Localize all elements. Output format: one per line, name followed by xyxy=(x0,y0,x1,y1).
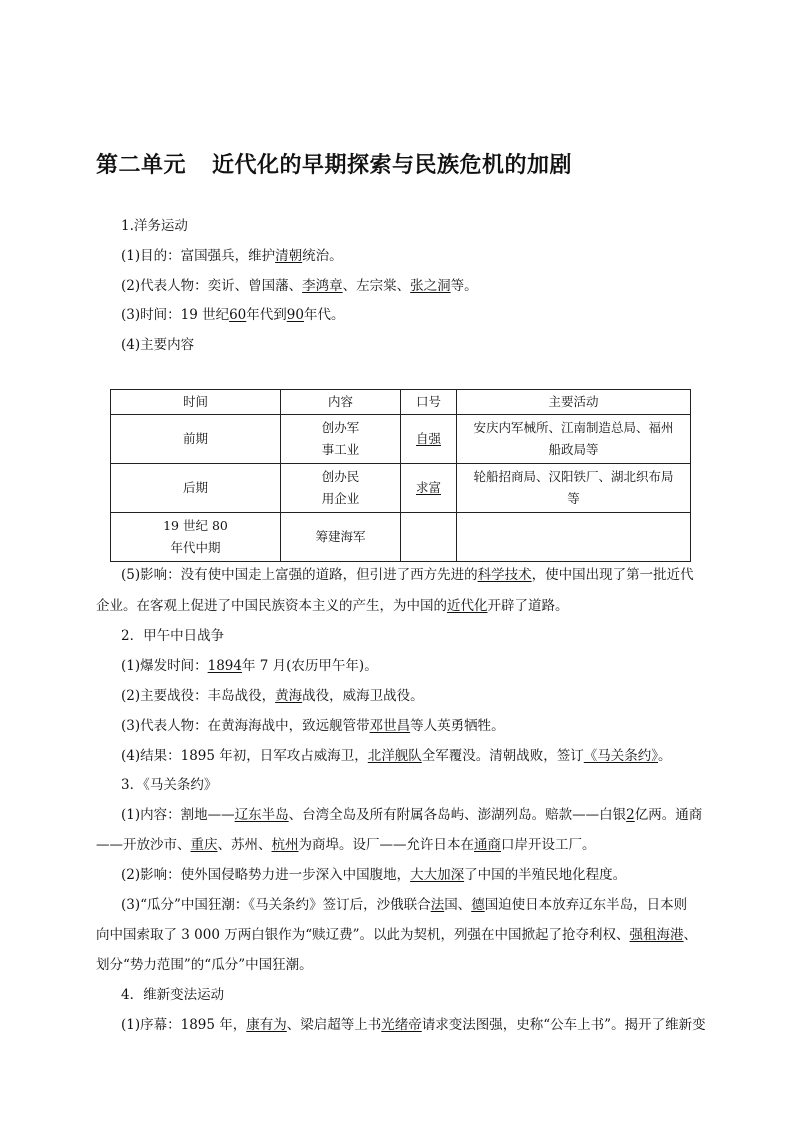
table-cell: 前期 xyxy=(111,415,281,464)
section-heading: 4．维新变法运动 xyxy=(121,987,225,1003)
table-header: 时间 xyxy=(111,390,281,415)
paragraph: 划分“势力范围”的“瓜分”中国狂潮。 xyxy=(96,957,313,973)
paragraph: (1)爆发时间：1894年 7 月(农历甲午年)。 xyxy=(121,658,378,674)
table-header: 内容 xyxy=(281,390,401,415)
table-cell: 创办军 事工业 xyxy=(281,415,401,464)
table-header-row xyxy=(111,390,691,415)
paragraph: (3)“瓜分”中国狂潮：《马关条约》签订后，沙俄联合法国、德国迫使日本放弃辽东半岛，日本则 xyxy=(121,897,688,913)
table-cell xyxy=(457,513,691,562)
table-cell: 创办民 用企业 xyxy=(281,464,401,513)
paragraph: (1)内容：割地——辽东半岛、台湾全岛及所有附属各岛屿、澎湖列岛。赔款——白银2亿两。通商 xyxy=(121,807,703,823)
table-cell: 自强 xyxy=(401,415,457,464)
table-row xyxy=(111,464,691,513)
page-title: 第二单元 近代化的早期探索与民族危机的加剧 xyxy=(96,153,573,178)
paragraph: (1)序幕：1895 年，康有为、梁启超等上书光绪帝请求变法图强，史称“公车上书”。揭开了维新变 xyxy=(121,1017,706,1033)
table-header: 口号 xyxy=(401,390,457,415)
paragraph: (2)代表人物：奕䜣、曾国藩、李鸿章、左宗棠、张之洞等。 xyxy=(121,278,478,294)
paragraph: (5)影响：没有使中国走上富强的道路，但引进了西方先进的科学技术，使中国出现了第一批近代 xyxy=(121,567,694,583)
table-header: 主要活动 xyxy=(457,390,691,415)
paragraph: (4)主要内容 xyxy=(121,337,195,353)
table-cell: 后期 xyxy=(111,464,281,513)
paragraph: (3)时间：19 世纪60年代到90年代。 xyxy=(121,307,345,323)
paragraph: ——开放沙市、重庆、苏州、杭州为商埠。设厂——允许日本在通商口岸开设工厂。 xyxy=(96,837,596,853)
paragraph: 企业。在客观上促进了中国民族资本主义的产生，为中国的近代化开辟了道路。 xyxy=(96,598,569,614)
table-cell: 19 世纪 80 年代中期 xyxy=(111,513,281,562)
section-heading: 2．甲午中日战争 xyxy=(121,628,225,644)
paragraph: (2)影响：使外国侵略势力进一步深入中国腹地，大大加深了中国的半殖民地化程度。 xyxy=(121,867,627,883)
paragraph: (2)主要战役：丰岛战役，黄海战役，威海卫战役。 xyxy=(121,688,424,704)
section-heading: 1.洋务运动 xyxy=(121,218,188,234)
table-cell: 安庆内军械所、江南制造总局、福州 船政局等 xyxy=(457,415,691,464)
paragraph: (3)代表人物：在黄海海战中，致远舰管带邓世昌等人英勇牺牲。 xyxy=(121,718,505,734)
content-table xyxy=(110,389,691,562)
table-row xyxy=(111,415,691,464)
paragraph: 向中国索取了 3 000 万两白银作为“赎辽费”。以此为契机，列强在中国掀起了抢夺利权、强租海港、 xyxy=(96,927,698,943)
table-cell: 求富 xyxy=(401,464,457,513)
table-row xyxy=(111,513,691,562)
section-heading: 3．《马关条约》 xyxy=(121,777,218,793)
table-cell: 轮船招商局、汉阳铁厂、湖北织布局 等 xyxy=(457,464,691,513)
paragraph: (4)结果：1895 年初，日军攻占威海卫，北洋舰队全军覆没。清朝战败，签订《马关条约》。 xyxy=(121,748,672,764)
table-cell: 筹建海军 xyxy=(281,513,401,562)
table-cell xyxy=(401,513,457,562)
paragraph: (1)目的：富国强兵，维护清朝统治。 xyxy=(121,248,343,264)
